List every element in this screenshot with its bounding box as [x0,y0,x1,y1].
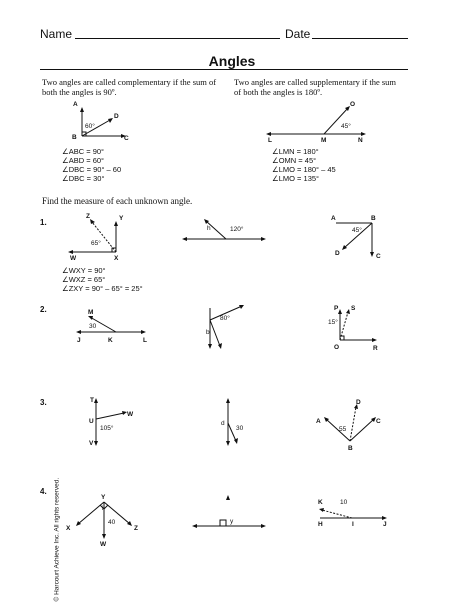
label-p: P [334,305,339,312]
label-m: M [321,137,327,144]
angle-label: 30 [236,425,244,432]
equation: ∠ABD = 60° [62,156,105,165]
label-o: O [350,101,356,108]
label-l: L [268,137,272,144]
equation: ∠LMN = 180° [272,147,319,156]
complementary-definition: Two angles are called complementary if the sum of both the angles is 90º. [42,77,217,97]
angle-label: 65° [91,240,101,247]
problem-2c-diagram [326,300,386,354]
label-z: Z [86,213,90,220]
equation: ∠WXY = 90° [62,266,106,275]
label-z: Z [134,525,138,532]
label-w: W [100,541,107,548]
label-x: X [114,255,119,262]
label-a: A [316,418,321,425]
label-m: M [88,309,94,316]
problem-3a-diagram [82,393,142,451]
label-y: Y [119,215,124,222]
problem-4c-diagram [312,492,392,532]
label-a: A [73,101,78,108]
instructions: Find the measure of each unknown angle. [42,196,193,206]
label-o: O [334,344,340,351]
label-d: D [335,250,340,257]
label-b: B [371,215,376,222]
angle-label: 40 [108,519,116,526]
problem-2a-diagram [72,306,158,346]
label-h: H [318,521,323,528]
angle-h: h [207,225,211,232]
label-c: C [376,253,381,260]
label-b: B [72,134,77,141]
label-w: W [70,255,77,262]
angle-d: d [221,420,225,427]
label-k: K [108,337,113,344]
name-label: Name [40,27,73,41]
angle-label: 30 [89,323,97,330]
copyright-notice: © Harcourt Achieve Inc. All rights reserved. [53,477,61,602]
equation: ∠ABC = 90° [62,147,105,156]
equation: ∠DBC = 30° [62,174,105,183]
angle-b: b [206,329,210,336]
problem-3c-diagram [312,395,388,453]
label-j: J [77,337,81,344]
title-rule [40,69,408,70]
equation: ∠LMO = 135° [272,174,320,183]
date-label: Date [285,27,311,41]
equation: ∠DBC = 90° – 60 [62,165,122,174]
angle-label: 55 [339,426,347,433]
label-b: B [348,445,353,452]
angle-label: 15° [328,319,338,326]
supplementary-equations [272,147,336,183]
label-n: N [358,137,363,144]
label-x: X [66,525,71,532]
angle-label: 120° [230,226,244,233]
problem-1a-solution [62,266,143,293]
supplementary-definition: Two angles are called supplementary if the sum of both the angles is 180º. [234,77,397,97]
angle-label: 105° [100,425,114,432]
problem-4b-diagram [190,490,270,534]
date-field-line[interactable] [312,38,408,39]
angle-label: 80° [220,315,230,322]
label-l: L [143,337,147,344]
angle-label: 45° [341,123,351,130]
label-c: C [376,418,381,425]
page-title: Angles [208,53,256,69]
angle-y: y [230,518,234,525]
problem-1b-diagram [180,215,270,245]
problem-number: 1. [40,218,47,227]
label-a: A [331,215,336,222]
problem-2b-diagram [198,300,252,352]
angle-label: 45° [352,227,362,234]
label-k: K [318,499,323,506]
problem-number: 2. [40,305,47,314]
label-j: J [383,521,387,528]
problem-1a-diagram [58,212,138,262]
problem-3b-diagram [210,393,254,451]
name-field-line[interactable] [75,38,280,39]
angle-label: 10 [340,499,348,506]
label-t: T [90,397,94,404]
angle-label: 60° [85,123,95,130]
label-y: Y [101,494,106,501]
label-d: D [356,399,361,406]
equation: ∠OMN = 45° [272,156,317,165]
label-d: D [114,113,119,120]
problem-1c-diagram [322,210,392,264]
label-c: C [124,135,129,142]
complementary-equations [62,147,121,183]
label-v: V [89,440,94,447]
equation: ∠LMO = 180° – 45 [272,165,336,174]
label-w: W [127,411,134,418]
problem-number: 4. [40,487,47,496]
complementary-example-diagram [60,98,140,144]
problem-number: 3. [40,398,47,407]
label-s: S [351,305,356,312]
problem-4a-diagram [62,490,146,548]
equation: ∠WXZ = 65° [62,275,106,284]
equation: ∠ZXY = 90° – 65° = 25° [62,284,143,293]
label-u: U [89,418,94,425]
supplementary-example-diagram [262,98,372,144]
angle-i: i [102,505,104,512]
label-r: R [373,345,378,352]
label-i: I [352,521,354,528]
